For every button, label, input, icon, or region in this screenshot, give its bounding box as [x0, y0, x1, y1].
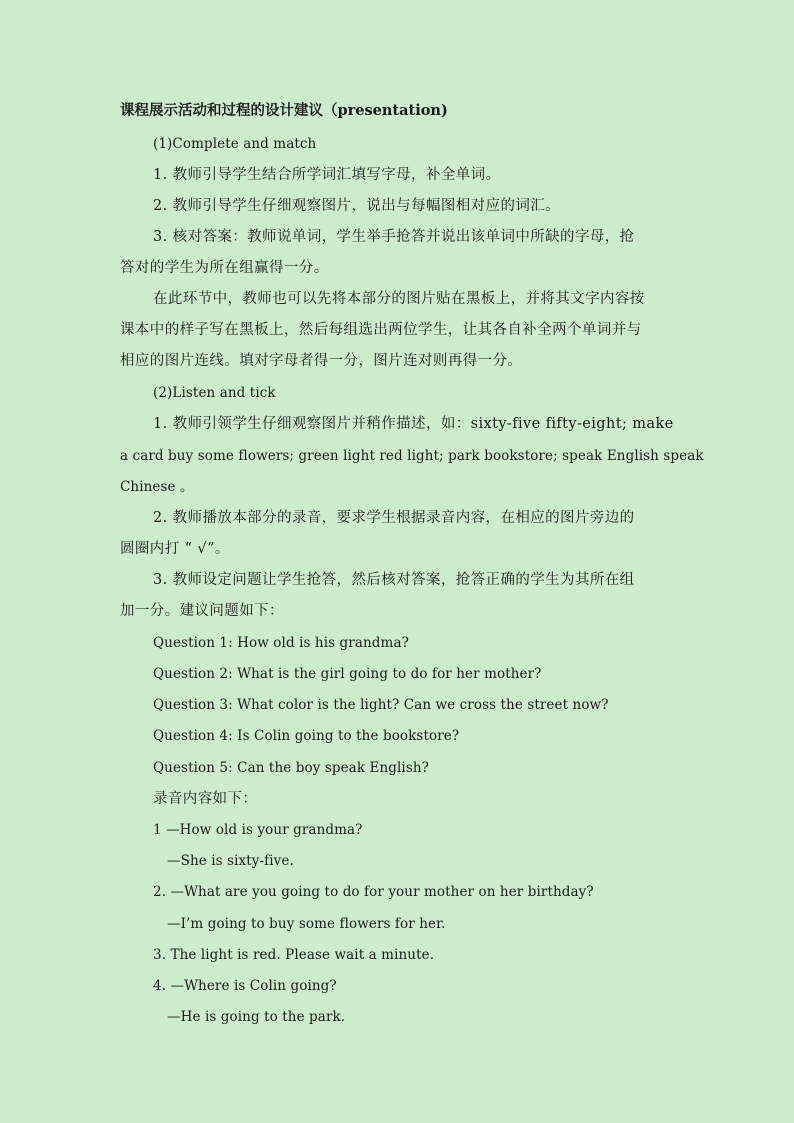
paragraph-line: 在此环节中，教师也可以先将本部分的图片贴在黑板上，并将其文字内容按	[153, 291, 645, 307]
paragraph-line: 2. 教师引导学生仔细观察图片，说出与每幅图相对应的词汇。	[153, 198, 561, 214]
dialogue-line: —I’m going to buy some flowers for her.	[167, 916, 446, 932]
dialogue-line: 4. —Where is Colin going?	[153, 978, 337, 994]
dialogue-line: 1 —How old is your grandma?	[153, 822, 363, 838]
dialogue-line: —He is going to the park.	[167, 1009, 346, 1025]
section-heading-listen-tick: (2)Listen and tick	[153, 385, 276, 401]
paragraph-line: 课本中的样子写在黑板上，然后每组选出两位学生，让其各自补全两个单词并与	[120, 322, 642, 338]
paragraph-line: 1. 教师引导学生结合所学词汇填写字母，补全单词。	[153, 167, 501, 183]
paragraph-line: 3. 核对答案：教师说单词，学生举手抢答并说出该单词中所缺的字母，抢	[153, 229, 635, 245]
dialogue-line: —She is sixty-five.	[167, 853, 294, 869]
paragraph-line: a card buy some flowers; green light red light; park bookstore; speak English speak	[120, 448, 704, 464]
paragraph-line: 1. 教师引领学生仔细观察图片并稍作描述，如：sixty-five fifty-eight; make	[153, 416, 674, 432]
question-line: Question 2: What is the girl going to do for her mother?	[153, 666, 542, 682]
recording-heading: 录音内容如下：	[153, 791, 258, 807]
paragraph-line: 3. 教师设定问题让学生抢答，然后核对答案，抢答正确的学生为其所在组	[153, 572, 635, 588]
question-line: Question 3: What color is the light? Can we cross the street now?	[153, 697, 609, 713]
paragraph-line: Chinese 。	[120, 479, 194, 495]
dialogue-line: 2. —What are you going to do for your mother on her birthday?	[153, 884, 594, 900]
paragraph-line: 圆圈内打 “ √”。	[120, 541, 230, 557]
question-line: Question 5: Can the boy speak English?	[153, 760, 429, 776]
section-heading-complete-match: (1)Complete and match	[153, 136, 317, 152]
paragraph-line: 答对的学生为所在组赢得一分。	[120, 260, 329, 276]
dialogue-line: 3. The light is red. Please wait a minute.	[153, 947, 435, 963]
paragraph-line: 加一分。建议问题如下：	[120, 603, 284, 619]
paragraph-line: 2. 教师播放本部分的录音，要求学生根据录音内容，在相应的图片旁边的	[153, 510, 635, 526]
document-title: 课程展示活动和过程的设计建议（presentation)	[120, 102, 448, 119]
question-line: Question 1: How old is his grandma?	[153, 635, 409, 651]
paragraph-line: 相应的图片连线。填对字母者得一分，图片连对则再得一分。	[120, 353, 523, 369]
question-line: Question 4: Is Colin going to the bookstore?	[153, 728, 460, 744]
